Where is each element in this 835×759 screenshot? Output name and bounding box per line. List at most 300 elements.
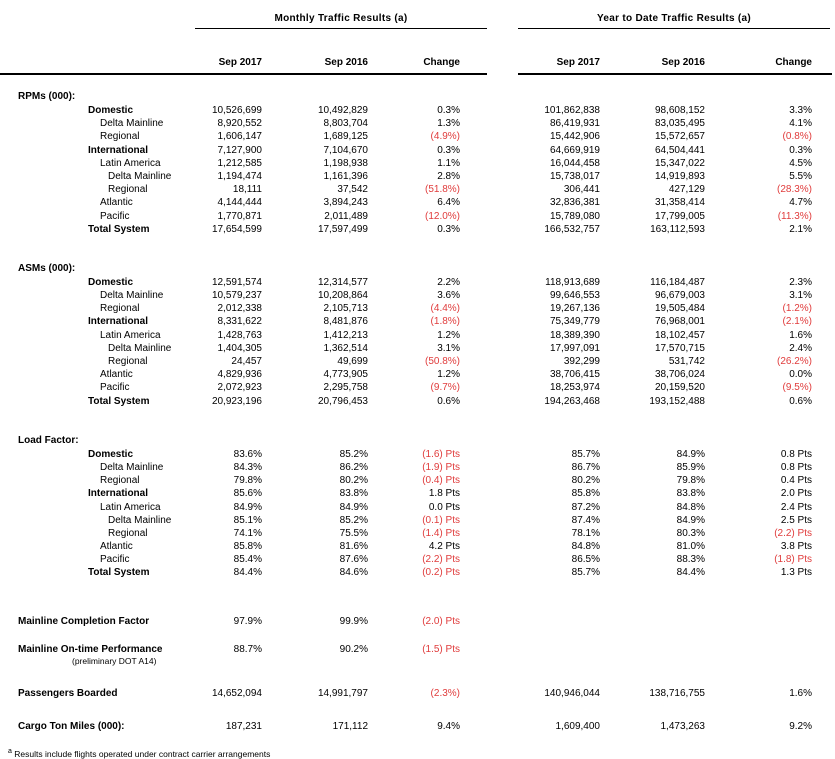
cell-ytd-sep2016: 31,358,414 bbox=[654, 197, 705, 209]
table-row bbox=[0, 643, 812, 656]
cell-ytd-sep2017: 85.7% bbox=[571, 448, 600, 460]
row-label: Pacific bbox=[100, 382, 130, 394]
cell-ytd-change: 0.3% bbox=[789, 144, 812, 156]
header-rule-right bbox=[518, 73, 832, 75]
cell-ytd-sep2016: 84.4% bbox=[676, 567, 705, 579]
cell-ytd-sep2016: 15,347,022 bbox=[654, 157, 705, 169]
row-label: Regional bbox=[100, 303, 140, 315]
cell-ytd-sep2017: 16,044,458 bbox=[549, 157, 600, 169]
table-row bbox=[0, 720, 812, 733]
cell-monthly-sep2017: 97.9% bbox=[233, 615, 262, 627]
group-header-row bbox=[0, 13, 835, 32]
header-rule-left bbox=[0, 73, 487, 75]
cell-monthly-change: 3.6% bbox=[437, 290, 460, 302]
section-title: Load Factor: bbox=[18, 434, 79, 446]
cell-monthly-change: (0.1) Pts bbox=[422, 514, 460, 526]
cell-monthly-sep2016: 8,803,704 bbox=[323, 118, 368, 130]
row-label: Atlantic bbox=[100, 369, 133, 381]
table-row bbox=[0, 487, 812, 500]
cell-monthly-sep2016: 2,011,489 bbox=[324, 210, 368, 222]
cell-monthly-sep2017: 8,331,622 bbox=[217, 316, 262, 328]
table-row bbox=[0, 183, 812, 196]
cell-ytd-sep2017: 118,913,689 bbox=[545, 276, 600, 288]
cell-monthly-change: (2.3%) bbox=[430, 688, 460, 699]
summary-row bbox=[0, 687, 835, 700]
cell-monthly-sep2016: 2,105,713 bbox=[323, 303, 368, 315]
table-row bbox=[0, 553, 812, 566]
column-header-monthly-change: Change bbox=[423, 57, 460, 68]
cell-ytd-sep2016: 80.3% bbox=[676, 527, 705, 539]
cell-ytd-change: 4.7% bbox=[789, 197, 812, 209]
cell-monthly-sep2017: 14,652,094 bbox=[211, 688, 262, 699]
cell-ytd-change: 0.8 Pts bbox=[780, 448, 812, 460]
row-label: Delta Mainline bbox=[100, 118, 164, 130]
cell-ytd-sep2016: 83.8% bbox=[676, 488, 705, 500]
cell-ytd-change: 3.3% bbox=[789, 105, 812, 116]
cell-ytd-sep2016: 38,706,024 bbox=[654, 369, 705, 381]
cell-monthly-sep2016: 4,773,905 bbox=[323, 369, 368, 381]
report-body bbox=[0, 90, 835, 580]
cell-ytd-change: (11.3%) bbox=[777, 210, 812, 222]
cell-ytd-sep2017: 85.8% bbox=[571, 488, 600, 500]
row-label: Mainline Completion Factor bbox=[18, 615, 150, 627]
cell-monthly-change: 1.8 Pts bbox=[428, 488, 460, 500]
cell-monthly-sep2017: 1,770,871 bbox=[217, 210, 262, 222]
cell-monthly-sep2017: 85.6% bbox=[233, 488, 262, 500]
cell-ytd-sep2016: 88.3% bbox=[676, 554, 705, 566]
cell-monthly-sep2016: 1,689,125 bbox=[323, 131, 368, 143]
table-row bbox=[0, 615, 812, 628]
table-row bbox=[0, 302, 812, 315]
header-rule bbox=[0, 73, 835, 75]
cell-ytd-sep2017: 101,862,838 bbox=[544, 105, 600, 116]
cell-ytd-sep2017: 99,646,553 bbox=[549, 290, 600, 302]
cell-ytd-sep2016: 427,129 bbox=[668, 184, 705, 196]
cell-monthly-sep2017: 4,829,936 bbox=[217, 369, 262, 381]
cell-ytd-sep2016: 64,504,441 bbox=[654, 144, 705, 156]
cell-ytd-sep2016: 19,505,484 bbox=[654, 303, 705, 315]
cell-ytd-change: 2.1% bbox=[789, 223, 812, 235]
row-label: Total System bbox=[88, 223, 150, 235]
cell-ytd-sep2017: 86.7% bbox=[571, 461, 600, 473]
table-row bbox=[0, 368, 812, 381]
cell-monthly-change: 0.3% bbox=[437, 223, 460, 235]
cell-monthly-change: 0.0 Pts bbox=[428, 501, 460, 513]
cell-monthly-change: (0.2) Pts bbox=[422, 567, 460, 579]
row-label: Total System bbox=[88, 567, 150, 579]
cell-monthly-sep2016: 86.2% bbox=[339, 461, 368, 473]
cell-monthly-sep2017: 85.1% bbox=[233, 514, 262, 526]
cell-ytd-change: (28.3%) bbox=[776, 184, 812, 196]
group-title-ytd: Year to Date Traffic Results (a) bbox=[518, 13, 830, 29]
cell-monthly-sep2017: 12,591,574 bbox=[211, 276, 262, 288]
cell-ytd-change: 2.3% bbox=[789, 276, 812, 288]
column-header-row bbox=[0, 56, 812, 70]
cell-ytd-sep2016: 163,112,593 bbox=[650, 223, 705, 235]
cell-ytd-change: 4.5% bbox=[789, 157, 812, 169]
cell-monthly-sep2016: 12,314,577 bbox=[317, 276, 368, 288]
cell-monthly-change: (2.2) Pts bbox=[422, 554, 460, 566]
cell-monthly-sep2016: 80.2% bbox=[339, 475, 368, 487]
cell-monthly-sep2017: 17,654,599 bbox=[211, 223, 262, 235]
row-label: Domestic bbox=[88, 105, 134, 116]
table-row bbox=[0, 104, 812, 117]
cell-ytd-sep2016: 85.9% bbox=[676, 461, 705, 473]
row-label: Regional bbox=[100, 475, 140, 487]
column-header-monthly-sep2017: Sep 2017 bbox=[218, 57, 262, 68]
cell-ytd-sep2017: 194,263,468 bbox=[544, 395, 600, 407]
column-header-ytd-sep2016: Sep 2016 bbox=[661, 57, 705, 68]
table-row bbox=[0, 527, 812, 540]
cell-monthly-sep2016: 171,112 bbox=[332, 721, 368, 733]
cell-monthly-sep2017: 1,606,147 bbox=[217, 131, 262, 143]
cell-monthly-change: (1.5) Pts bbox=[422, 643, 460, 655]
cell-ytd-sep2017: 1,609,400 bbox=[555, 721, 600, 733]
cell-ytd-sep2017: 18,253,974 bbox=[549, 382, 600, 394]
row-label: Passengers Boarded bbox=[18, 688, 118, 699]
column-header-ytd-change: Change bbox=[775, 57, 812, 68]
cell-monthly-sep2016: 10,492,829 bbox=[317, 105, 368, 116]
cell-monthly-sep2016: 3,894,243 bbox=[323, 197, 368, 209]
cell-monthly-sep2016: 8,481,876 bbox=[323, 316, 368, 328]
cell-ytd-sep2016: 98,608,152 bbox=[654, 105, 705, 116]
cell-ytd-sep2016: 17,570,715 bbox=[654, 342, 705, 354]
row-label: Delta Mainline bbox=[108, 514, 172, 526]
cell-ytd-change bbox=[705, 643, 812, 656]
cell-ytd-sep2017: 392,299 bbox=[563, 356, 600, 367]
cell-ytd-change: 0.0% bbox=[789, 369, 812, 381]
table-row bbox=[0, 540, 812, 553]
cell-ytd-change: 1.3 Pts bbox=[780, 567, 812, 579]
cell-monthly-change: 9.4% bbox=[437, 721, 460, 733]
cell-monthly-sep2016: 1,362,514 bbox=[323, 342, 368, 354]
cell-ytd-sep2017: 15,738,017 bbox=[549, 170, 600, 182]
cell-monthly-change: (9.7%) bbox=[430, 382, 460, 394]
cell-monthly-change: (1.4) Pts bbox=[422, 527, 460, 539]
table-row bbox=[0, 381, 812, 394]
cell-monthly-sep2017: 20,923,196 bbox=[211, 395, 262, 407]
cell-ytd-sep2016 bbox=[600, 615, 705, 628]
cell-ytd-sep2017: 84.8% bbox=[571, 541, 600, 553]
cell-monthly-change: 1.2% bbox=[437, 329, 460, 341]
cell-monthly-change: (1.8%) bbox=[430, 316, 460, 328]
cell-ytd-sep2017: 18,389,390 bbox=[549, 329, 600, 341]
section-asms bbox=[0, 262, 835, 408]
cell-ytd-sep2016: 84.9% bbox=[676, 514, 705, 526]
cell-monthly-sep2016: 1,198,938 bbox=[323, 157, 368, 169]
cell-ytd-sep2016: 84.8% bbox=[676, 501, 705, 513]
row-label: Regional bbox=[108, 184, 148, 196]
row-label: Latin America bbox=[100, 157, 161, 169]
cell-monthly-sep2017: 18,111 bbox=[232, 184, 262, 196]
cell-ytd-change: (1.8) Pts bbox=[774, 554, 812, 566]
cell-monthly-sep2016: 14,991,797 bbox=[317, 688, 368, 699]
cell-ytd-sep2016: 83,035,495 bbox=[654, 118, 705, 130]
row-label: Cargo Ton Miles (000): bbox=[18, 721, 125, 733]
column-header-monthly-sep2016: Sep 2016 bbox=[324, 57, 368, 68]
cell-monthly-sep2017: 84.3% bbox=[233, 461, 262, 473]
cell-ytd-sep2016: 79.8% bbox=[676, 475, 705, 487]
cell-monthly-sep2017: 84.9% bbox=[233, 501, 262, 513]
row-label: Delta Mainline bbox=[108, 170, 172, 182]
table-row bbox=[0, 566, 812, 579]
cell-monthly-sep2016: 83.8% bbox=[339, 488, 368, 500]
cell-ytd-sep2016: 1,473,263 bbox=[660, 721, 705, 733]
cell-ytd-sep2016: 193,152,488 bbox=[649, 395, 705, 407]
cell-monthly-sep2017: 1,212,585 bbox=[217, 157, 262, 169]
cell-ytd-sep2016: 84.9% bbox=[676, 448, 705, 460]
cell-ytd-change: 2.4% bbox=[789, 342, 812, 354]
cell-ytd-sep2016: 76,968,001 bbox=[654, 316, 705, 328]
cell-monthly-change: 2.8% bbox=[437, 170, 460, 182]
cell-monthly-change: (1.9) Pts bbox=[422, 461, 460, 473]
table-row bbox=[0, 196, 812, 209]
row-label: Total System bbox=[88, 395, 150, 407]
cell-ytd-sep2017 bbox=[460, 615, 600, 628]
cell-monthly-sep2016: 84.9% bbox=[339, 501, 368, 513]
row-label: Mainline On-time Performance bbox=[18, 643, 163, 655]
cell-monthly-change: (4.9%) bbox=[430, 131, 460, 143]
table-row bbox=[0, 144, 812, 157]
cell-monthly-sep2017: 1,404,305 bbox=[217, 342, 262, 354]
summary-row bbox=[0, 720, 835, 733]
table-row bbox=[0, 342, 812, 355]
cell-monthly-change: 0.3% bbox=[437, 144, 460, 156]
cell-ytd-sep2017: 80.2% bbox=[571, 475, 600, 487]
cell-ytd-sep2016: 17,799,005 bbox=[654, 210, 705, 222]
cell-ytd-sep2017: 86,419,931 bbox=[549, 118, 600, 130]
cell-ytd-sep2017: 17,997,091 bbox=[549, 342, 600, 354]
cell-monthly-sep2016: 85.2% bbox=[339, 514, 368, 526]
row-label: Delta Mainline bbox=[108, 342, 172, 354]
cell-ytd-change: 0.4 Pts bbox=[780, 475, 812, 487]
cell-monthly-sep2017: 79.8% bbox=[233, 475, 262, 487]
cell-monthly-sep2017: 85.4% bbox=[233, 554, 262, 566]
table-row bbox=[0, 514, 812, 527]
cell-ytd-sep2016: 96,679,003 bbox=[654, 290, 705, 302]
cell-monthly-sep2016: 84.6% bbox=[339, 567, 368, 579]
cell-ytd-change: 1.6% bbox=[789, 688, 812, 699]
table-row bbox=[0, 223, 812, 236]
cell-ytd-sep2017: 64,669,919 bbox=[549, 144, 600, 156]
table-row bbox=[0, 329, 812, 342]
cell-monthly-change: 4.2 Pts bbox=[428, 541, 460, 553]
cell-monthly-sep2017: 24,457 bbox=[231, 356, 262, 367]
summary-block bbox=[0, 615, 835, 734]
cell-monthly-sep2016: 49,699 bbox=[337, 356, 368, 367]
cell-ytd-sep2017: 87.4% bbox=[571, 514, 600, 526]
section-load-factor bbox=[0, 434, 835, 580]
cell-monthly-change: (50.8%) bbox=[424, 356, 460, 367]
table-row bbox=[0, 289, 812, 302]
cell-ytd-sep2016: 138,716,755 bbox=[649, 688, 705, 699]
row-label: Delta Mainline bbox=[100, 461, 164, 473]
cell-ytd-sep2017: 15,789,080 bbox=[549, 210, 600, 222]
cell-ytd-sep2017: 19,267,136 bbox=[549, 303, 600, 315]
cell-monthly-sep2016: 20,796,453 bbox=[317, 395, 368, 407]
cell-monthly-change: (51.8%) bbox=[424, 184, 460, 196]
table-row bbox=[0, 130, 812, 143]
cell-monthly-sep2016: 99.9% bbox=[339, 615, 368, 627]
cell-monthly-change: 2.2% bbox=[437, 276, 460, 288]
cell-monthly-change: (2.0) Pts bbox=[422, 615, 460, 627]
section-title: RPMs (000): bbox=[18, 91, 76, 102]
cell-ytd-sep2017: 15,442,906 bbox=[549, 131, 600, 143]
cell-ytd-change: 2.4 Pts bbox=[780, 501, 812, 513]
cell-monthly-sep2017: 84.4% bbox=[233, 567, 262, 579]
summary-row bbox=[0, 615, 835, 628]
cell-monthly-sep2017: 7,127,900 bbox=[217, 144, 262, 156]
row-label: International bbox=[88, 316, 149, 328]
cell-monthly-change: 3.1% bbox=[437, 342, 460, 354]
cell-ytd-sep2017: 75,349,779 bbox=[549, 316, 600, 328]
cell-monthly-sep2016: 37,542 bbox=[337, 184, 368, 196]
cell-monthly-change: (0.4) Pts bbox=[422, 475, 460, 487]
row-label: International bbox=[88, 488, 149, 500]
cell-monthly-sep2016: 7,104,670 bbox=[323, 144, 368, 156]
cell-monthly-sep2016: 1,161,396 bbox=[323, 170, 368, 182]
footnote-text: Results include flights operated under contract carrier arrangements bbox=[14, 749, 271, 759]
cell-ytd-change: (1.2%) bbox=[782, 303, 812, 315]
cell-monthly-sep2016: 85.2% bbox=[339, 448, 368, 460]
table-row bbox=[0, 461, 812, 474]
row-label: Delta Mainline bbox=[100, 290, 164, 302]
cell-ytd-sep2016: 20,159,520 bbox=[654, 382, 705, 394]
cell-ytd-change: 2.5 Pts bbox=[780, 514, 812, 526]
cell-ytd-sep2017: 87.2% bbox=[571, 501, 600, 513]
table-row bbox=[0, 170, 812, 183]
cell-ytd-change: 0.6% bbox=[789, 395, 812, 407]
row-label: Latin America bbox=[100, 329, 161, 341]
row-label: Atlantic bbox=[100, 197, 133, 209]
cell-monthly-sep2016: 17,597,499 bbox=[317, 223, 368, 235]
row-label: Regional bbox=[108, 356, 148, 367]
row-label: Pacific bbox=[100, 554, 130, 566]
cell-ytd-change: 2.0 Pts bbox=[780, 488, 812, 500]
cell-ytd-sep2016: 14,919,893 bbox=[654, 170, 705, 182]
row-sub-label: (preliminary DOT A14) bbox=[72, 656, 157, 666]
cell-ytd-sep2016: 531,742 bbox=[668, 356, 705, 367]
cell-ytd-change: 0.8 Pts bbox=[780, 461, 812, 473]
cell-monthly-change: (12.0%) bbox=[424, 210, 460, 222]
cell-monthly-sep2017: 74.1% bbox=[233, 527, 262, 539]
cell-monthly-sep2017: 2,072,923 bbox=[217, 382, 262, 394]
cell-ytd-sep2017: 86.5% bbox=[571, 554, 600, 566]
cell-ytd-sep2017: 32,836,381 bbox=[549, 197, 600, 209]
cell-monthly-sep2016: 75.5% bbox=[339, 527, 368, 539]
row-label: Domestic bbox=[88, 276, 134, 288]
row-label: Domestic bbox=[88, 448, 134, 460]
row-label: International bbox=[88, 144, 149, 156]
cell-monthly-sep2017: 83.6% bbox=[233, 448, 262, 460]
table-row bbox=[0, 276, 812, 289]
row-label: Regional bbox=[108, 527, 148, 539]
group-title-monthly: Monthly Traffic Results (a) bbox=[195, 13, 487, 29]
cell-monthly-sep2017: 10,526,699 bbox=[211, 105, 262, 116]
table-row bbox=[0, 117, 812, 130]
cell-monthly-sep2016: 10,208,864 bbox=[317, 290, 368, 302]
cell-ytd-change: 3.8 Pts bbox=[780, 541, 812, 553]
cell-ytd-sep2016 bbox=[600, 643, 705, 656]
cell-monthly-change: 0.3% bbox=[437, 105, 460, 116]
section-rpms bbox=[0, 90, 835, 236]
table-row bbox=[0, 210, 812, 223]
cell-monthly-sep2017: 10,579,237 bbox=[211, 290, 262, 302]
table-row bbox=[0, 355, 812, 368]
footnote bbox=[0, 748, 835, 759]
row-label: Atlantic bbox=[100, 541, 133, 553]
cell-ytd-sep2017: 140,946,044 bbox=[544, 688, 600, 699]
cell-ytd-change: 3.1% bbox=[789, 290, 812, 302]
cell-ytd-change: (2.1%) bbox=[782, 316, 812, 328]
cell-ytd-sep2017: 38,706,415 bbox=[549, 369, 600, 381]
cell-monthly-change: 1.3% bbox=[437, 118, 460, 130]
cell-monthly-sep2017: 187,231 bbox=[225, 721, 262, 733]
cell-ytd-change: 1.6% bbox=[789, 329, 812, 341]
cell-monthly-sep2017: 1,194,474 bbox=[217, 170, 262, 182]
column-header-spacer bbox=[0, 56, 190, 70]
cell-ytd-sep2016: 18,102,457 bbox=[654, 329, 705, 341]
row-label: Pacific bbox=[100, 210, 130, 222]
cell-monthly-sep2017: 2,012,338 bbox=[217, 303, 262, 315]
cell-ytd-sep2016: 116,184,487 bbox=[650, 276, 705, 288]
cell-ytd-change: (0.8%) bbox=[782, 131, 812, 143]
cell-ytd-change: 4.1% bbox=[789, 118, 812, 130]
cell-ytd-sep2017: 306,441 bbox=[563, 184, 600, 196]
cell-ytd-sep2017: 85.7% bbox=[571, 567, 600, 579]
table-row bbox=[0, 315, 812, 328]
cell-monthly-sep2017: 88.7% bbox=[233, 643, 262, 655]
cell-monthly-change: 1.1% bbox=[437, 157, 460, 169]
cell-ytd-change bbox=[705, 615, 812, 628]
cell-monthly-sep2017: 8,920,552 bbox=[217, 118, 262, 130]
table-row bbox=[0, 687, 812, 700]
row-label: Regional bbox=[100, 131, 140, 143]
cell-ytd-sep2017: 78.1% bbox=[571, 527, 600, 539]
cell-monthly-sep2016: 1,412,213 bbox=[323, 329, 368, 341]
cell-ytd-sep2017 bbox=[460, 643, 600, 656]
table-row bbox=[0, 448, 812, 461]
cell-monthly-sep2017: 4,144,444 bbox=[217, 197, 262, 209]
column-header-ytd-sep2017: Sep 2017 bbox=[556, 57, 600, 68]
cell-monthly-sep2017: 1,428,763 bbox=[217, 329, 262, 341]
cell-monthly-sep2016: 90.2% bbox=[339, 643, 368, 655]
cell-ytd-change: 5.5% bbox=[789, 170, 812, 182]
cell-monthly-change: (4.4%) bbox=[430, 303, 460, 315]
cell-monthly-sep2016: 87.6% bbox=[339, 554, 368, 566]
cell-ytd-sep2017: 166,532,757 bbox=[544, 223, 600, 235]
summary-row bbox=[0, 643, 835, 667]
row-label: Latin America bbox=[100, 501, 161, 513]
table-row bbox=[0, 501, 812, 514]
cell-monthly-change: 1.2% bbox=[437, 369, 460, 381]
cell-ytd-change: (26.2%) bbox=[776, 356, 812, 367]
cell-monthly-change: (1.6) Pts bbox=[422, 448, 460, 460]
table-row bbox=[0, 395, 812, 408]
cell-monthly-change: 6.4% bbox=[437, 197, 460, 209]
table-row bbox=[0, 157, 812, 170]
cell-ytd-sep2016: 81.0% bbox=[676, 541, 705, 553]
footnote-marker: a bbox=[8, 748, 12, 756]
cell-monthly-change: 0.6% bbox=[437, 395, 460, 407]
cell-ytd-change: (9.5%) bbox=[782, 382, 812, 394]
cell-monthly-sep2016: 2,295,758 bbox=[323, 382, 368, 394]
cell-ytd-change: (2.2) Pts bbox=[774, 527, 812, 539]
cell-monthly-sep2017: 85.8% bbox=[233, 541, 262, 553]
cell-monthly-sep2016: 81.6% bbox=[339, 541, 368, 553]
section-title: ASMs (000): bbox=[18, 262, 76, 274]
cell-ytd-change: 9.2% bbox=[789, 721, 812, 733]
